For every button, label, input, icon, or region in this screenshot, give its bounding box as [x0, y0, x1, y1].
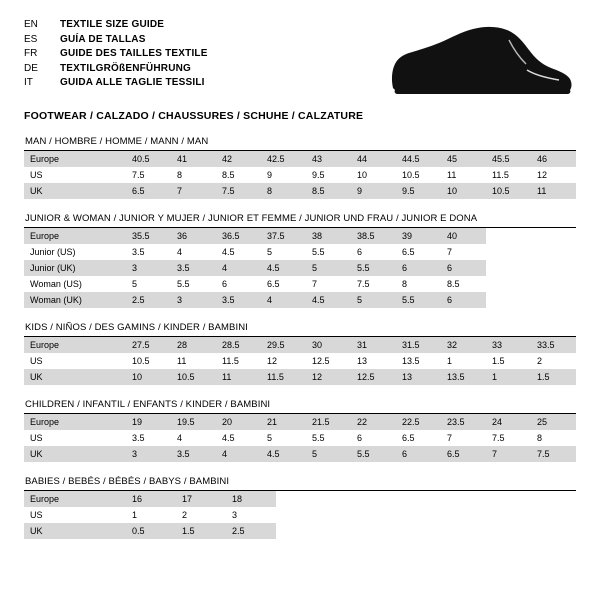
size-cell-empty	[426, 523, 476, 539]
size-cell-empty	[426, 507, 476, 523]
size-cell: 45.5	[486, 151, 531, 167]
size-table-body	[24, 151, 576, 199]
row-label: Woman (US)	[24, 276, 126, 292]
size-cell: 18	[226, 491, 276, 507]
size-cell: 12	[531, 167, 576, 183]
size-table-body	[24, 414, 576, 462]
table-row	[24, 244, 576, 260]
row-label: US	[24, 507, 126, 523]
size-cell: 5	[261, 430, 306, 446]
size-cell: 10	[441, 183, 486, 199]
size-cell: 9	[261, 167, 306, 183]
size-cell: 21.5	[306, 414, 351, 430]
size-cell-empty	[326, 507, 376, 523]
table-row	[24, 276, 576, 292]
language-row	[24, 18, 208, 33]
table-row	[24, 337, 576, 353]
table-row	[24, 430, 576, 446]
size-block-junior-woman	[0, 213, 600, 308]
size-cell: 6.5	[396, 244, 441, 260]
size-cell: 1.5	[176, 523, 226, 539]
size-cell: 11.5	[486, 167, 531, 183]
size-cell-empty	[486, 260, 531, 276]
size-cell: 44	[351, 151, 396, 167]
size-cell: 11	[216, 369, 261, 385]
size-cell: 16	[126, 491, 176, 507]
size-cell: 6	[396, 260, 441, 276]
size-cell-empty	[526, 523, 576, 539]
size-cell: 0.5	[126, 523, 176, 539]
size-cell: 32	[441, 337, 486, 353]
size-cell: 11.5	[261, 369, 306, 385]
size-cell: 4.5	[261, 260, 306, 276]
dress-shoe-icon	[389, 24, 574, 96]
size-cell: 31	[351, 337, 396, 353]
size-cell: 5.5	[306, 244, 351, 260]
block-title: JUNIOR & WOMAN / JUNIOR Y MUJER / JUNIOR ET FEMME / JUNIOR UND FRAU / JUNIOR E DONA	[24, 213, 576, 228]
size-cell: 8.5	[441, 276, 486, 292]
size-cell: 10	[351, 167, 396, 183]
table-row	[24, 167, 576, 183]
size-cell: 5	[306, 260, 351, 276]
size-cell: 27.5	[126, 337, 171, 353]
row-label: US	[24, 430, 126, 446]
language-code: EN	[24, 19, 38, 30]
table-row	[24, 446, 576, 462]
size-cell: 6	[351, 430, 396, 446]
size-cell: 13	[396, 369, 441, 385]
size-cell: 3	[126, 446, 171, 462]
size-cell: 3.5	[216, 292, 261, 308]
size-cell-empty	[526, 507, 576, 523]
size-cell: 4.5	[216, 244, 261, 260]
language-title-list	[24, 18, 208, 91]
size-cell: 5.5	[351, 260, 396, 276]
size-cell: 7	[306, 276, 351, 292]
size-cell: 38.5	[351, 228, 396, 244]
size-cell: 3	[171, 292, 216, 308]
size-block-children	[0, 399, 600, 462]
size-block-kids	[0, 322, 600, 385]
language-title: TEXTILGRÖßENFÜHRUNG	[60, 62, 192, 74]
size-cell: 11	[171, 353, 216, 369]
language-title: GUIDE DES TAILLES TEXTILE	[60, 48, 208, 59]
size-cell: 20	[216, 414, 261, 430]
size-cell: 11	[531, 183, 576, 199]
size-cell: 5.5	[396, 292, 441, 308]
size-cell-empty	[376, 491, 426, 507]
size-cell: 7.5	[486, 430, 531, 446]
size-cell: 4.5	[216, 430, 261, 446]
table-row	[24, 369, 576, 385]
size-cell: 21	[261, 414, 306, 430]
size-cell: 11	[441, 167, 486, 183]
row-label: UK	[24, 523, 126, 539]
size-cell: 8	[171, 167, 216, 183]
size-cell: 7	[486, 446, 531, 462]
size-cell-empty	[476, 507, 526, 523]
size-cell: 3.5	[126, 244, 171, 260]
size-cell: 36.5	[216, 228, 261, 244]
row-label: UK	[24, 183, 126, 199]
row-label: Europe	[24, 414, 126, 430]
size-cell: 8	[396, 276, 441, 292]
size-cell: 12	[306, 369, 351, 385]
size-cell: 25	[531, 414, 576, 430]
size-cell: 42.5	[261, 151, 306, 167]
table-row	[24, 491, 576, 507]
size-cell-empty	[476, 523, 526, 539]
size-cell: 31.5	[396, 337, 441, 353]
size-table	[24, 228, 576, 308]
size-cell: 4.5	[261, 446, 306, 462]
row-label: US	[24, 353, 126, 369]
size-cell-empty	[486, 292, 531, 308]
size-block-babies	[0, 476, 600, 539]
size-cell: 35.5	[126, 228, 171, 244]
size-cell-empty	[476, 491, 526, 507]
size-table	[24, 414, 576, 462]
row-label: Europe	[24, 337, 126, 353]
size-cell: 7.5	[126, 167, 171, 183]
size-cell: 38	[306, 228, 351, 244]
table-row	[24, 292, 576, 308]
size-cell-empty	[486, 244, 531, 260]
size-cell: 7	[441, 244, 486, 260]
size-cell: 22	[351, 414, 396, 430]
size-cell: 36	[171, 228, 216, 244]
size-cell: 33	[486, 337, 531, 353]
size-cell: 7.5	[351, 276, 396, 292]
table-row	[24, 151, 576, 167]
size-cell: 1.5	[486, 353, 531, 369]
size-cell: 22.5	[396, 414, 441, 430]
size-cell: 12.5	[306, 353, 351, 369]
language-title: TEXTILE SIZE GUIDE	[60, 19, 165, 30]
size-cell: 6	[441, 292, 486, 308]
size-cell: 1	[486, 369, 531, 385]
size-cell: 3	[226, 507, 276, 523]
size-table-body	[24, 337, 576, 385]
size-cell: 7	[441, 430, 486, 446]
size-cell-empty	[376, 523, 426, 539]
language-title-list-body	[24, 18, 208, 91]
row-label: US	[24, 167, 126, 183]
size-cell: 6.5	[261, 276, 306, 292]
size-cell: 19.5	[171, 414, 216, 430]
row-label: Europe	[24, 228, 126, 244]
size-cell: 7.5	[216, 183, 261, 199]
size-cell: 3.5	[171, 446, 216, 462]
size-cell: 8	[531, 430, 576, 446]
size-cell: 4	[216, 446, 261, 462]
row-label: Europe	[24, 151, 126, 167]
size-cell: 13.5	[396, 353, 441, 369]
size-cell-empty	[531, 276, 576, 292]
size-cell: 9.5	[306, 167, 351, 183]
table-row	[24, 183, 576, 199]
size-cell-empty	[486, 228, 531, 244]
size-cell: 28	[171, 337, 216, 353]
size-cell: 29.5	[261, 337, 306, 353]
size-cell: 10.5	[486, 183, 531, 199]
size-cell: 1.5	[531, 369, 576, 385]
page-title: FOOTWEAR / CALZADO / CHAUSSURES / SCHUHE / CALZATURE	[24, 110, 364, 122]
size-cell: 8.5	[216, 167, 261, 183]
size-table	[24, 491, 576, 539]
language-code: FR	[24, 48, 38, 59]
size-cell: 5	[306, 446, 351, 462]
size-cell: 10	[126, 369, 171, 385]
size-table	[24, 151, 576, 199]
size-table	[24, 337, 576, 385]
size-cell: 37.5	[261, 228, 306, 244]
size-cell-empty	[276, 491, 326, 507]
size-cell: 2.5	[226, 523, 276, 539]
row-label: Junior (UK)	[24, 260, 126, 276]
size-cell: 6.5	[396, 430, 441, 446]
table-row	[24, 523, 576, 539]
size-cell: 8.5	[306, 183, 351, 199]
block-title: KIDS / NIÑOS / DES GAMINS / KINDER / BAMBINI	[24, 322, 576, 337]
size-cell: 7	[171, 183, 216, 199]
size-cell-empty	[276, 507, 326, 523]
size-cell: 42	[216, 151, 261, 167]
size-cell-empty	[486, 276, 531, 292]
size-cell: 12.5	[351, 369, 396, 385]
language-row	[24, 76, 208, 91]
size-cell: 3.5	[126, 430, 171, 446]
size-cell: 4	[171, 244, 216, 260]
size-cell-empty	[526, 491, 576, 507]
size-cell: 1	[126, 507, 176, 523]
language-row	[24, 47, 208, 62]
size-cell: 5	[261, 244, 306, 260]
size-block-man	[0, 136, 600, 199]
size-cell: 2	[176, 507, 226, 523]
size-cell: 23.5	[441, 414, 486, 430]
size-cell: 10.5	[396, 167, 441, 183]
size-cell-empty	[326, 523, 376, 539]
size-cell: 13.5	[441, 369, 486, 385]
language-title: GUIDA ALLE TAGLIE TESSILI	[60, 77, 205, 88]
size-cell: 12	[261, 353, 306, 369]
language-row	[24, 62, 208, 77]
size-cell: 6.5	[126, 183, 171, 199]
size-cell: 5.5	[306, 430, 351, 446]
row-label: Woman (UK)	[24, 292, 126, 308]
size-cell-empty	[531, 260, 576, 276]
size-cell: 41	[171, 151, 216, 167]
block-title: BABIES / BEBÉS / BÉBÉS / BABYS / BAMBINI	[24, 476, 576, 491]
size-cell: 9.5	[396, 183, 441, 199]
size-cell: 33.5	[531, 337, 576, 353]
size-cell: 1	[441, 353, 486, 369]
table-row	[24, 414, 576, 430]
size-cell-empty	[276, 523, 326, 539]
row-label: UK	[24, 369, 126, 385]
row-label: Junior (US)	[24, 244, 126, 260]
size-cell: 5.5	[171, 276, 216, 292]
size-cell: 6	[216, 276, 261, 292]
table-row	[24, 228, 576, 244]
size-cell: 44.5	[396, 151, 441, 167]
size-cell-empty	[531, 228, 576, 244]
size-cell: 3	[126, 260, 171, 276]
size-cell: 4.5	[306, 292, 351, 308]
size-cell-empty	[531, 244, 576, 260]
size-cell-empty	[426, 491, 476, 507]
size-cell: 6.5	[441, 446, 486, 462]
size-cell: 13	[351, 353, 396, 369]
size-cell: 9	[351, 183, 396, 199]
size-cell-empty	[531, 292, 576, 308]
size-cell: 24	[486, 414, 531, 430]
size-cell: 10.5	[126, 353, 171, 369]
size-cell: 10.5	[171, 369, 216, 385]
size-cell: 5.5	[351, 446, 396, 462]
size-cell: 5	[351, 292, 396, 308]
row-label: Europe	[24, 491, 126, 507]
size-cell: 6	[396, 446, 441, 462]
size-cell: 5	[126, 276, 171, 292]
size-cell: 43	[306, 151, 351, 167]
language-row	[24, 33, 208, 48]
language-title: GUÍA DE TALLAS	[60, 33, 146, 45]
size-table-body	[24, 228, 576, 308]
size-cell: 40.5	[126, 151, 171, 167]
size-cell: 4	[261, 292, 306, 308]
size-cell-empty	[326, 491, 376, 507]
size-cell: 30	[306, 337, 351, 353]
size-cell: 46	[531, 151, 576, 167]
size-cell: 19	[126, 414, 171, 430]
size-cell: 4	[171, 430, 216, 446]
document-header	[0, 0, 600, 100]
size-cell: 3.5	[171, 260, 216, 276]
row-label: UK	[24, 446, 126, 462]
size-table-body	[24, 491, 576, 539]
size-cell: 45	[441, 151, 486, 167]
block-title: CHILDREN / INFANTIL / ENFANTS / KINDER / BAMBINI	[24, 399, 576, 414]
table-row	[24, 507, 576, 523]
size-cell: 8	[261, 183, 306, 199]
table-row	[24, 353, 576, 369]
size-cell: 6	[351, 244, 396, 260]
size-cell: 17	[176, 491, 226, 507]
size-cell: 11.5	[216, 353, 261, 369]
size-cell: 39	[396, 228, 441, 244]
language-code: ES	[24, 33, 38, 45]
table-row	[24, 260, 576, 276]
size-cell: 2.5	[126, 292, 171, 308]
size-cell: 6	[441, 260, 486, 276]
language-code: IT	[24, 77, 33, 88]
size-cell: 40	[441, 228, 486, 244]
language-code: DE	[24, 62, 38, 74]
block-title: MAN / HOMBRE / HOMME / MANN / MAN	[24, 136, 576, 151]
size-cell: 7.5	[531, 446, 576, 462]
size-cell: 4	[216, 260, 261, 276]
size-cell-empty	[376, 507, 426, 523]
size-cell: 28.5	[216, 337, 261, 353]
size-cell: 2	[531, 353, 576, 369]
